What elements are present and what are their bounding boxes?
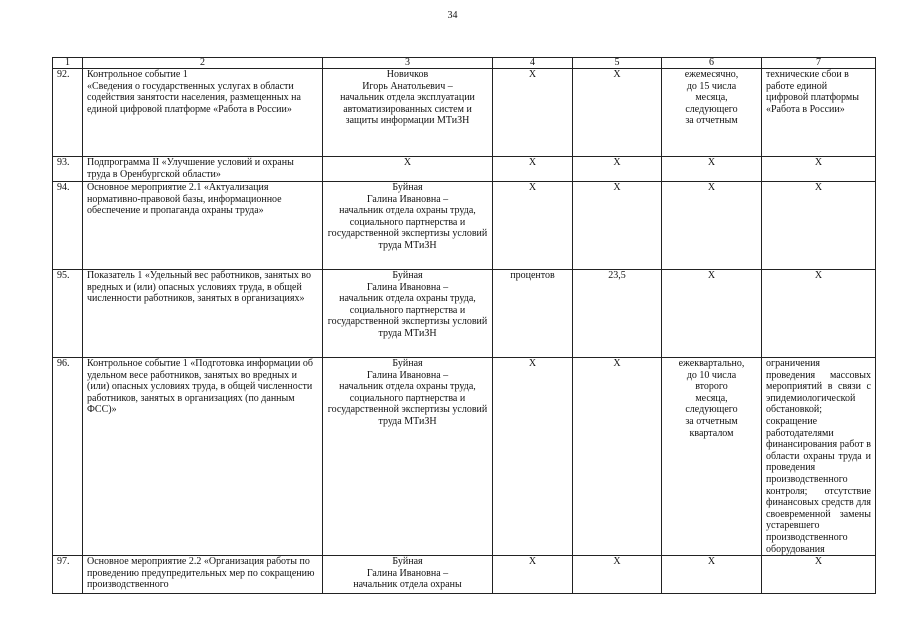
row-value: 23,5 [573,270,662,358]
row-name: Подпрограмма II «Улучшение условий и охраны труда в Оренбургской области» [83,157,323,182]
table-row [53,157,876,182]
table-row [53,556,876,594]
row-responsible: Х [323,157,493,182]
row-responsible: Новичков Игорь Анатольевич – начальник отдела эксплуатации автоматизированных систем и защиты информации МТиЗН [323,69,493,157]
row-risk: Х [762,182,876,270]
row-unit: Х [493,69,573,157]
row-unit: процентов [493,270,573,358]
header-col-6: 6 [662,58,762,69]
row-number: 97. [53,556,83,594]
row-period: Х [662,556,762,594]
table-row [53,182,876,270]
row-name: Основное мероприятие 2.2 «Организация работы по проведению предупредительных мер по сокращению производственного [83,556,323,594]
row-risk: ограничения проведения массовых мероприятий в связи с эпидемиологической обстановкой; сокращение работодателями финансирования работ в области охраны труда и проведения производственного контроля; отсутствие финансовых средств для своевременной замены устаревшего производственного оборудования [762,358,876,556]
row-number: 94. [53,182,83,270]
row-unit: Х [493,358,573,556]
row-responsible: Буйная Галина Ивановна – начальник отдела охраны труда, социального партнерства и государственной экспертизы условий труда МТиЗН [323,270,493,358]
table-row [53,358,876,556]
row-unit: Х [493,182,573,270]
row-unit: Х [493,157,573,182]
row-risk: Х [762,556,876,594]
row-period: ежеквартально, до 10 числа второго месяца, следующего за отчетным кварталом [662,358,762,556]
row-value: Х [573,157,662,182]
row-value: Х [573,182,662,270]
row-responsible: Буйная Галина Ивановна – начальник отдела охраны [323,556,493,594]
row-value: Х [573,556,662,594]
page-number: 34 [447,10,458,21]
monitoring-table [52,57,876,594]
row-name: Основное мероприятие 2.1 «Актуализация нормативно-правовой базы, информационное обеспечение и пропаганда охраны труда» [83,182,323,270]
table-row [53,270,876,358]
row-period: ежемесячно, до 15 числа месяца, следующего за отчетным [662,69,762,157]
header-col-7: 7 [762,58,876,69]
row-responsible: Буйная Галина Ивановна – начальник отдела охраны труда, социального партнерства и государственной экспертизы условий труда МТиЗН [323,358,493,556]
row-number: 93. [53,157,83,182]
row-period: Х [662,182,762,270]
row-value: Х [573,358,662,556]
row-name: Контрольное событие 1 «Подготовка информации об удельном весе работников, занятых во вредных и (или) опасных условиях труда, в общей численности работников, занятых в организациях (по данным ФСС)» [83,358,323,556]
row-name: Контрольное событие 1 «Сведения о государственных услугах в области содействия занятости населения, размещенных на единой цифровой платформе «Работа в России» [83,69,323,157]
table-header-row [53,58,876,69]
header-col-5: 5 [573,58,662,69]
row-number: 96. [53,358,83,556]
row-name: Показатель 1 «Удельный вес работников, занятых во вредных и (или) опасных условиях труда, в общей численности работников, занятых в организациях» [83,270,323,358]
row-risk: Х [762,270,876,358]
row-risk: технические сбои в работе единой цифровой платформы «Работа в России» [762,69,876,157]
row-unit: Х [493,556,573,594]
row-number: 92. [53,69,83,157]
row-value: Х [573,69,662,157]
header-col-1: 1 [53,58,83,69]
header-col-3: 3 [323,58,493,69]
header-col-4: 4 [493,58,573,69]
header-col-2: 2 [83,58,323,69]
row-period: Х [662,270,762,358]
row-risk: Х [762,157,876,182]
row-period: Х [662,157,762,182]
row-number: 95. [53,270,83,358]
row-responsible: Буйная Галина Ивановна – начальник отдела охраны труда, социального партнерства и государственной экспертизы условий труда МТиЗН [323,182,493,270]
table-row [53,69,876,157]
